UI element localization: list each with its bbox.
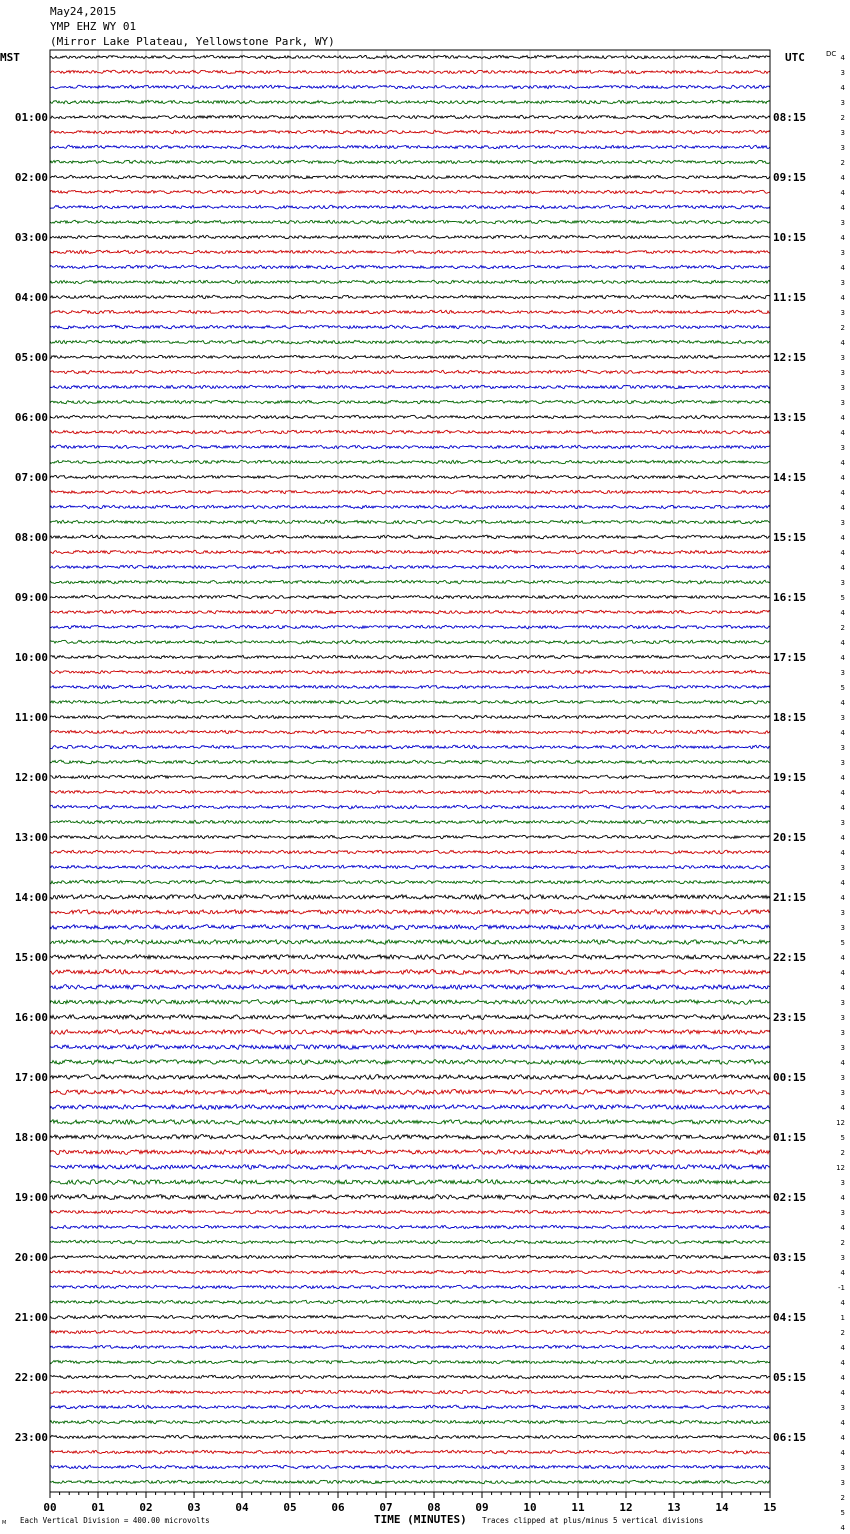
seismic-trace xyxy=(50,1330,770,1334)
left-hour-label: 07:00 xyxy=(14,471,48,484)
dc-offset-label: 4 xyxy=(840,879,845,887)
x-tick-label: 14 xyxy=(715,1501,729,1514)
x-tick-label: 00 xyxy=(43,1501,57,1514)
dc-offset-label: 3 xyxy=(840,1074,845,1082)
left-timezone-label: MST xyxy=(0,51,20,64)
dc-offset-label: 4 xyxy=(840,54,845,62)
seismic-trace xyxy=(50,1270,770,1273)
seismic-trace xyxy=(50,490,770,494)
left-hour-label: 08:00 xyxy=(14,531,48,544)
dc-offset-label: 3 xyxy=(840,309,845,317)
seismic-trace xyxy=(50,625,770,629)
seismic-trace xyxy=(50,655,770,659)
seismic-trace xyxy=(50,1390,770,1393)
right-hour-label: 02:15 xyxy=(773,1191,807,1204)
seismic-trace xyxy=(50,145,770,149)
seismic-trace xyxy=(50,1420,770,1424)
seismic-trace xyxy=(50,985,770,990)
seismic-trace xyxy=(50,355,770,359)
dc-offset-label: 3 xyxy=(840,354,845,362)
dc-offset-label: 4 xyxy=(840,429,845,437)
dc-offset-label: 3 xyxy=(840,714,845,722)
seismic-trace xyxy=(50,880,770,884)
seismic-trace xyxy=(50,160,770,164)
seismic-trace xyxy=(50,370,770,374)
right-hour-label: 01:15 xyxy=(773,1131,807,1144)
dc-offset-label: 2 xyxy=(840,159,845,167)
dc-offset-label: 4 xyxy=(840,849,845,857)
dc-offset-label: 4 xyxy=(840,729,845,737)
seismic-trace xyxy=(50,235,770,239)
seismic-trace xyxy=(50,1480,770,1483)
seismic-trace xyxy=(50,265,770,269)
dc-offset-label: 3 xyxy=(840,369,845,377)
dc-offset-label: 4 xyxy=(840,1449,845,1457)
seismic-trace xyxy=(50,700,770,704)
dc-offset-label: 4 xyxy=(840,1419,845,1427)
dc-offset-label: 4 xyxy=(840,1104,845,1112)
seismic-trace xyxy=(50,580,770,584)
seismic-trace xyxy=(50,1075,770,1080)
dc-offset-label: 4 xyxy=(840,954,845,962)
right-hour-label: 00:15 xyxy=(773,1071,807,1084)
header-station: YMP EHZ WY 01 xyxy=(50,20,137,33)
seismic-trace xyxy=(50,895,770,900)
dc-offset-label: 12 xyxy=(836,1119,845,1127)
dc-offset-label: 4 xyxy=(840,234,845,242)
seismic-trace xyxy=(50,190,770,194)
x-tick-label: 05 xyxy=(283,1501,297,1514)
seismic-trace xyxy=(50,955,770,960)
dc-offset-label: 4 xyxy=(840,489,845,497)
seismic-trace xyxy=(50,940,770,945)
right-hour-label: 06:15 xyxy=(773,1431,807,1444)
dc-offset-label: 4 xyxy=(840,174,845,182)
dc-offset-label: 4 xyxy=(840,1059,845,1067)
left-hour-label: 13:00 xyxy=(14,831,48,844)
dc-offset-label: 4 xyxy=(840,774,845,782)
dc-offset-label: 2 xyxy=(840,624,845,632)
left-hour-label: 11:00 xyxy=(14,711,48,724)
x-axis-title: TIME (MINUTES) xyxy=(374,1513,467,1526)
right-hour-label: 12:15 xyxy=(773,351,807,364)
right-hour-label: 19:15 xyxy=(773,771,807,784)
dc-offset-label: 3 xyxy=(840,1029,845,1037)
dc-offset-label: 4 xyxy=(840,474,845,482)
seismic-trace xyxy=(50,745,770,749)
dc-offset-label: 3 xyxy=(840,579,845,587)
left-hour-label: 09:00 xyxy=(14,591,48,604)
left-hour-label: 21:00 xyxy=(14,1311,48,1324)
left-hour-labels xyxy=(15,111,48,1444)
dc-offset-label: 4 xyxy=(840,534,845,542)
dc-offset-label: 3 xyxy=(840,744,845,752)
seismic-trace xyxy=(50,535,770,539)
seismic-trace xyxy=(50,70,770,73)
dc-offset-label: -1 xyxy=(838,1284,845,1292)
dc-offset-label: 4 xyxy=(840,1194,845,1202)
seismic-trace xyxy=(50,115,770,118)
seismic-trace xyxy=(50,850,770,854)
dc-offset-label: 3 xyxy=(840,669,845,677)
seismic-trace xyxy=(50,910,770,915)
seismic-trace xyxy=(50,805,770,809)
seismic-trace xyxy=(50,340,770,344)
seismic-trace xyxy=(50,1375,770,1378)
trace-rows xyxy=(50,55,770,1483)
right-hour-label: 05:15 xyxy=(773,1371,807,1384)
seismic-trace xyxy=(50,325,770,329)
dc-offset-label: 3 xyxy=(840,1254,845,1262)
seismic-trace xyxy=(50,1120,770,1125)
seismic-trace xyxy=(50,1300,770,1304)
dc-column-label: DC xyxy=(826,50,837,58)
seismic-trace xyxy=(50,1315,770,1319)
left-hour-label: 14:00 xyxy=(14,891,48,904)
dc-offset-label: 3 xyxy=(840,69,845,77)
right-hour-label: 13:15 xyxy=(773,411,807,424)
dc-offset-label: 3 xyxy=(840,399,845,407)
left-hour-label: 05:00 xyxy=(14,351,48,364)
dc-offset-label: 3 xyxy=(840,1044,845,1052)
seismic-trace xyxy=(50,670,770,674)
seismic-trace xyxy=(50,1255,770,1258)
seismic-trace xyxy=(50,1345,770,1349)
seismic-trace xyxy=(50,775,770,779)
dc-offset-label: 3 xyxy=(840,1479,845,1487)
dc-offset-label: 5 xyxy=(840,684,845,692)
seismic-trace xyxy=(50,1225,770,1229)
seismic-trace xyxy=(50,790,770,794)
seismic-trace xyxy=(50,1030,770,1035)
dc-offset-label: 4 xyxy=(840,189,845,197)
right-hour-label: 18:15 xyxy=(773,711,807,724)
dc-offset-labels xyxy=(836,54,845,1534)
seismic-trace xyxy=(50,310,770,314)
left-hour-label: 06:00 xyxy=(14,411,48,424)
dc-offset-label: 4 xyxy=(840,84,845,92)
dc-offset-label: 4 xyxy=(840,1524,845,1532)
dc-offset-label: 3 xyxy=(840,1209,845,1217)
seismic-trace xyxy=(50,565,770,569)
dc-offset-label: 4 xyxy=(840,549,845,557)
x-tick-label: 01 xyxy=(91,1501,105,1514)
seismic-trace xyxy=(50,100,770,103)
x-tick-label: 08 xyxy=(427,1501,441,1514)
dc-offset-label: 4 xyxy=(840,504,845,512)
left-hour-label: 12:00 xyxy=(14,771,48,784)
seismic-trace xyxy=(50,1435,770,1439)
seismic-trace xyxy=(50,1015,770,1020)
seismic-trace xyxy=(50,250,770,253)
dc-offset-label: 4 xyxy=(840,894,845,902)
dc-offset-label: 3 xyxy=(840,249,845,257)
dc-offset-label: 3 xyxy=(840,219,845,227)
dc-offset-label: 1 xyxy=(840,1314,845,1322)
seismic-trace xyxy=(50,205,770,209)
dc-offset-label: 4 xyxy=(840,264,845,272)
dc-offset-label: 4 xyxy=(840,339,845,347)
seismic-trace xyxy=(50,1090,770,1095)
seismic-trace xyxy=(50,445,770,449)
seismic-trace xyxy=(50,130,770,134)
seismic-trace xyxy=(50,175,770,178)
dc-offset-label: 4 xyxy=(840,969,845,977)
dc-offset-label: 4 xyxy=(840,564,845,572)
left-hour-label: 10:00 xyxy=(14,651,48,664)
dc-offset-label: 5 xyxy=(840,939,845,947)
seismic-trace xyxy=(50,715,770,718)
right-hour-label: 15:15 xyxy=(773,531,807,544)
x-tick-label: 06 xyxy=(331,1501,345,1514)
seismic-trace xyxy=(50,1360,770,1364)
seismic-trace xyxy=(50,1045,770,1050)
dc-offset-label: 4 xyxy=(840,204,845,212)
right-hour-label: 08:15 xyxy=(773,111,807,124)
dc-offset-label: 4 xyxy=(840,609,845,617)
dc-offset-label: 4 xyxy=(840,294,845,302)
seismic-trace xyxy=(50,595,770,598)
seismic-trace xyxy=(50,610,770,613)
dc-offset-label: 3 xyxy=(840,129,845,137)
seismic-trace xyxy=(50,730,770,733)
x-tick-label: 02 xyxy=(139,1501,153,1514)
seismic-trace xyxy=(50,1105,770,1110)
seismic-trace xyxy=(50,1240,770,1244)
dc-offset-label: 4 xyxy=(840,654,845,662)
seismic-trace xyxy=(50,1060,770,1065)
dc-offset-label: 2 xyxy=(840,114,845,122)
dc-offset-label: 2 xyxy=(840,1149,845,1157)
dc-offset-label: 2 xyxy=(840,324,845,332)
x-tick-label: 11 xyxy=(571,1501,585,1514)
x-tick-label: 04 xyxy=(235,1501,249,1514)
x-tick-label: 15 xyxy=(763,1501,777,1514)
dc-offset-label: 2 xyxy=(840,1494,845,1502)
left-hour-label: 04:00 xyxy=(14,291,48,304)
seismic-trace xyxy=(50,1150,770,1155)
corner-mark: M xyxy=(2,1520,7,1526)
dc-offset-label: 3 xyxy=(840,759,845,767)
left-hour-label: 01:00 xyxy=(14,111,48,124)
dc-offset-label: 4 xyxy=(840,1374,845,1382)
dc-offset-label: 2 xyxy=(840,1239,845,1247)
seismic-trace xyxy=(50,1465,770,1468)
dc-offset-label: 3 xyxy=(840,279,845,287)
seismic-trace xyxy=(50,385,770,388)
left-hour-label: 02:00 xyxy=(14,171,48,184)
seismic-trace xyxy=(50,550,770,554)
dc-offset-label: 4 xyxy=(840,1359,845,1367)
right-hour-label: 09:15 xyxy=(773,171,807,184)
seismic-trace xyxy=(50,430,770,434)
right-hour-label: 04:15 xyxy=(773,1311,807,1324)
dc-offset-label: 5 xyxy=(840,1134,845,1142)
seismic-trace xyxy=(50,1180,770,1185)
dc-offset-label: 3 xyxy=(840,99,845,107)
seismic-trace xyxy=(50,640,770,644)
left-hour-label: 19:00 xyxy=(14,1191,48,1204)
seismic-trace xyxy=(50,505,770,508)
seismic-trace xyxy=(50,520,770,523)
left-hour-label: 03:00 xyxy=(14,231,48,244)
seismic-trace xyxy=(50,1285,770,1289)
left-hour-label: 22:00 xyxy=(14,1371,48,1384)
seismic-trace xyxy=(50,865,770,869)
dc-offset-label: 3 xyxy=(840,144,845,152)
seismic-trace xyxy=(50,835,770,838)
right-hour-label: 11:15 xyxy=(773,291,807,304)
seismic-trace xyxy=(50,295,770,298)
dc-offset-label: 3 xyxy=(840,909,845,917)
dc-offset-label: 4 xyxy=(840,1389,845,1397)
right-hour-labels xyxy=(773,111,806,1444)
header-location: (Mirror Lake Plateau, Yellowstone Park, WY) xyxy=(50,35,335,48)
seismic-trace xyxy=(50,415,770,419)
dc-offset-label: 3 xyxy=(840,864,845,872)
x-tick-label: 10 xyxy=(523,1501,537,1514)
right-hour-label: 22:15 xyxy=(773,951,807,964)
seismic-trace xyxy=(50,1194,770,1199)
scale-note: Each Vertical Division = 400.00 microvolts xyxy=(20,1516,210,1525)
seismic-trace xyxy=(50,1000,770,1005)
dc-offset-label: 3 xyxy=(840,1179,845,1187)
left-hour-label: 15:00 xyxy=(14,951,48,964)
seismic-trace xyxy=(50,1135,770,1140)
dc-offset-label: 3 xyxy=(840,519,845,527)
dc-offset-label: 4 xyxy=(840,1269,845,1277)
dc-offset-label: 3 xyxy=(840,1014,845,1022)
seismic-trace xyxy=(50,760,770,764)
left-hour-label: 20:00 xyxy=(14,1251,48,1264)
left-hour-label: 18:00 xyxy=(14,1131,48,1144)
dc-offset-label: 4 xyxy=(840,1299,845,1307)
dc-offset-label: 3 xyxy=(840,384,845,392)
dc-offset-label: 3 xyxy=(840,444,845,452)
right-hour-label: 17:15 xyxy=(773,651,807,664)
dc-offset-label: 5 xyxy=(840,1509,845,1517)
x-tick-label: 07 xyxy=(379,1501,393,1514)
seismic-trace xyxy=(50,1405,770,1409)
dc-offset-label: 4 xyxy=(840,984,845,992)
seismic-trace xyxy=(50,460,770,464)
right-timezone-label: UTC xyxy=(785,51,805,64)
dc-offset-label: 4 xyxy=(840,639,845,647)
seismic-trace xyxy=(50,1210,770,1214)
x-tick-label: 12 xyxy=(619,1501,633,1514)
dc-offset-label: 4 xyxy=(840,414,845,422)
right-hour-label: 03:15 xyxy=(773,1251,807,1264)
seismic-trace xyxy=(50,85,770,89)
right-hour-label: 14:15 xyxy=(773,471,807,484)
left-hour-label: 17:00 xyxy=(14,1071,48,1084)
x-axis xyxy=(43,1492,776,1514)
dc-offset-label: 12 xyxy=(836,1164,845,1172)
right-hour-label: 23:15 xyxy=(773,1011,807,1024)
dc-offset-label: 4 xyxy=(840,1224,845,1232)
seismic-trace xyxy=(50,685,770,688)
seismic-trace xyxy=(50,1165,770,1170)
header-date: May24,2015 xyxy=(50,5,117,18)
dc-offset-label: 4 xyxy=(840,834,845,842)
dc-offset-label: 4 xyxy=(840,789,845,797)
seismic-trace xyxy=(50,969,770,974)
seismic-trace xyxy=(50,820,770,823)
dc-offset-label: 3 xyxy=(840,999,845,1007)
dc-offset-label: 3 xyxy=(840,1404,845,1412)
dc-offset-label: 3 xyxy=(840,924,845,932)
seismic-trace xyxy=(50,925,770,930)
dc-offset-label: 4 xyxy=(840,804,845,812)
seismic-trace xyxy=(50,475,770,479)
dc-offset-label: 3 xyxy=(840,1089,845,1097)
dc-offset-label: 5 xyxy=(840,594,845,602)
dc-offset-label: 3 xyxy=(840,1464,845,1472)
seismic-trace xyxy=(50,55,770,58)
seismic-trace xyxy=(50,400,770,403)
x-tick-label: 09 xyxy=(475,1501,489,1514)
dc-offset-label: 2 xyxy=(840,1329,845,1337)
right-hour-label: 10:15 xyxy=(773,231,807,244)
seismic-trace xyxy=(50,1450,770,1454)
left-hour-label: 23:00 xyxy=(14,1431,48,1444)
dc-offset-label: 4 xyxy=(840,459,845,467)
right-hour-label: 21:15 xyxy=(773,891,807,904)
seismic-trace xyxy=(50,280,770,283)
dc-offset-label: 4 xyxy=(840,1434,845,1442)
left-hour-label: 16:00 xyxy=(14,1011,48,1024)
x-tick-label: 03 xyxy=(187,1501,201,1514)
dc-offset-label: 3 xyxy=(840,819,845,827)
right-hour-label: 20:15 xyxy=(773,831,807,844)
seismic-trace xyxy=(50,220,770,224)
right-hour-label: 16:15 xyxy=(773,591,807,604)
dc-offset-label: 4 xyxy=(840,699,845,707)
x-tick-label: 13 xyxy=(667,1501,681,1514)
dc-offset-label: 4 xyxy=(840,1344,845,1352)
clip-note: Traces clipped at plus/minus 5 vertical divisions xyxy=(482,1516,704,1525)
